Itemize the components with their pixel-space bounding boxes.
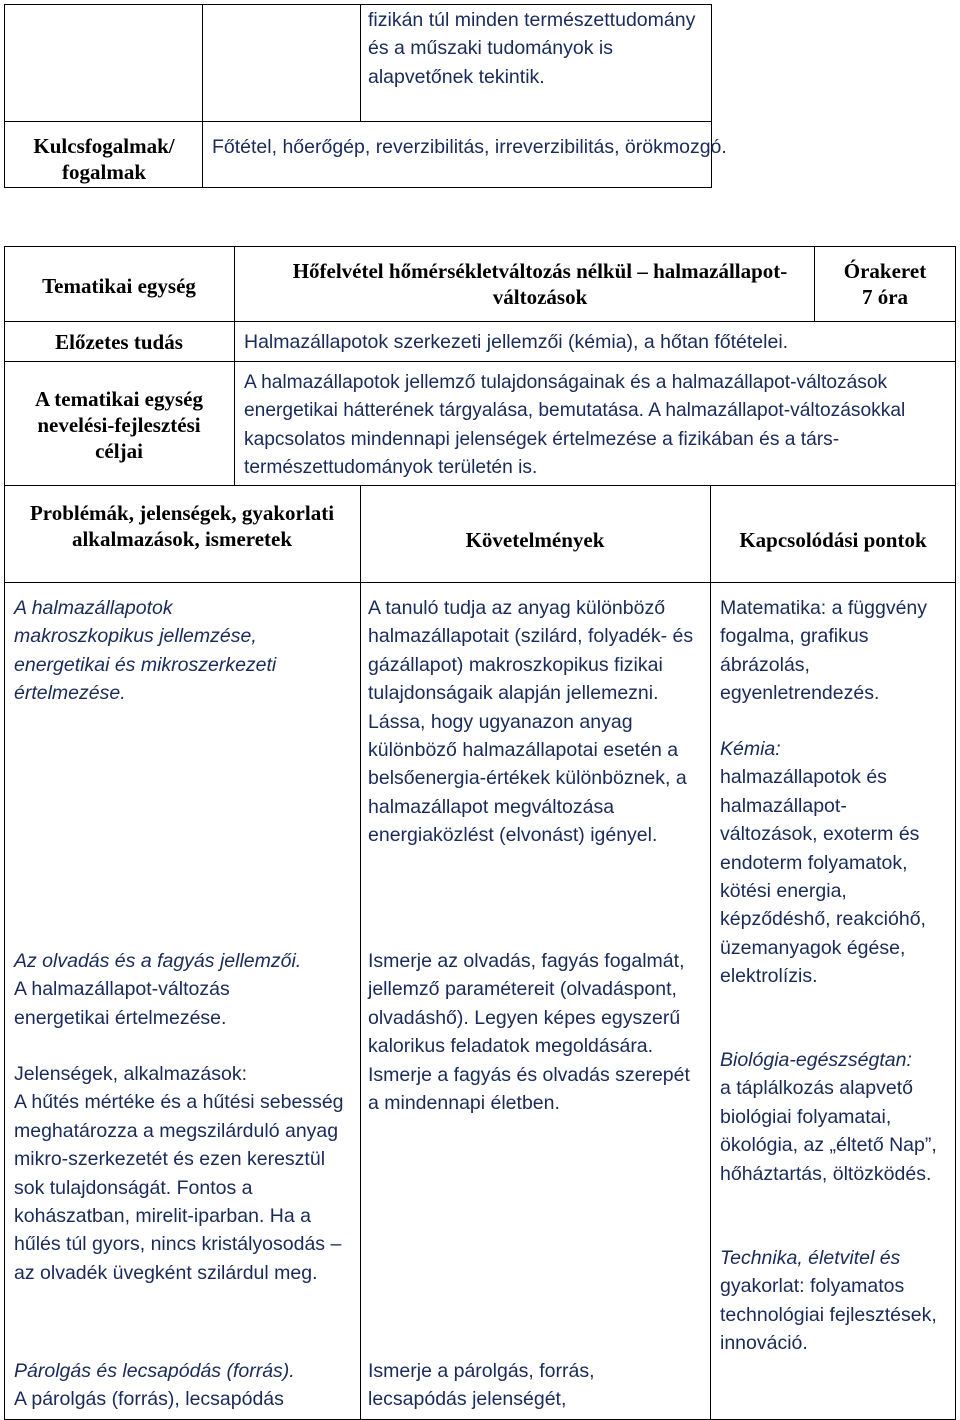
tech-text: folyamatos technológiai fejlesztések, innováció. (720, 1275, 937, 1355)
col3-header: Kapcsolódási pontok (739, 528, 927, 552)
col1-p2-italic: Az olvadás és a fagyás jellemzői. (14, 950, 302, 972)
col2-p1: A tanuló tudja az anyag különböző halmazállapotait (szilárd, folyadék- és gázállapot) makroszkopikus fizikai tulajdonságaik alapján jellemezni. Lássa, hogy ugyanazon anyag különböző halmazállapotai esetén a belsőenergia-értékek különböznek, a halmazállapot megváltozása energiaközlést (elvonást) igényel. (368, 597, 694, 847)
goals-value: A halmazállapotok jellemző tulajdonságainak és a halmazállapot-változások energetikai hátterének tárgyalása, bemutatása. A halmazállapot-változásokkal kapcsolatos mindennapi jelenségek értelmezése a fizikában és a társ-természettudományok területén is. (244, 372, 906, 479)
hours-value: 7 óra (861, 285, 909, 309)
col1-content (14, 594, 354, 708)
key-concepts-label: Kulcsfogalmak/ fogalmak (33, 134, 175, 184)
hours-label-text: Órakeret (843, 259, 927, 283)
col3-math (720, 594, 952, 708)
goals-label: A tematikai egység nevelési-fejlesztési céljai (35, 387, 203, 463)
col1-header: Problémák, jelenségek, gyakorlati alkalmazások, ismeretek (29, 501, 335, 551)
col2-p3: Ismerje a párolgás, forrás, lecsapódás jelenségét, (368, 1360, 595, 1411)
hours-label (816, 258, 954, 310)
chem-text: halmazállapotok és halmazállapot-változások, exoterm és endoterm folyamatok, kötési energia, képződéshő, reakcióhő, üzemanyagok égése, elektrolízis. (720, 766, 926, 988)
col1-p1: A halmazállapotok makroszkopikus jellemzése, energetikai és mikroszerkezeti értelmezése. (14, 597, 277, 705)
col1-p3-label: Jelenségek, alkalmazások: (14, 1063, 248, 1085)
bio-text: a táplálkozás alapvető biológiai folyamatai, ökológia, az „éltető Nap”, hőháztartás, öltözködés. (720, 1077, 937, 1185)
continued-text: fizikán túl minden természettudomány és a műszaki tudományok is alapvetőnek tekintik. (368, 9, 696, 88)
col1-p4-italic: Párolgás és lecsapódás (forrás). (14, 1360, 295, 1382)
prior-knowledge-label: Előzetes tudás (55, 330, 183, 354)
col3-bio (720, 1046, 952, 1188)
col2-p2: Ismerje az olvadás, fagyás fogalmát, jellemző paramétereit (olvadáspont, olvadáshő). Legyen képes egyszerű kalorikus feladatok megoldására. Ismerje a fagyás és olvadás szerepét a mindennapi életben. (368, 950, 690, 1115)
col1-olvadas (14, 947, 354, 1032)
col3-chem (720, 735, 952, 991)
tech-label-italic: Technika, életvitel és (720, 1247, 901, 1269)
col1-p2-rest: A halmazállapot-változás energetikai értelmezése. (14, 978, 230, 1029)
thematic-unit-label: Tematikai egység (42, 274, 196, 298)
bio-label: Biológia-egészségtan: (720, 1049, 912, 1071)
chem-label: Kémia: (720, 738, 781, 760)
prior-knowledge-value: Halmazállapotok szerkezeti jellemzői (kémia), a hőtan főtételei. (244, 331, 789, 353)
math-label: Matematika: (720, 597, 827, 619)
col3-tech (720, 1244, 952, 1358)
tech-label-plain: gyakorlat: (720, 1275, 805, 1298)
math-text: a függvény fogalma, grafikus ábrázolás, egyenletrendezés. (720, 597, 928, 705)
col2-header: Követelmények (465, 528, 605, 552)
col1-p4-rest: A párolgás (forrás), lecsapódás (14, 1388, 284, 1411)
thematic-unit-title: Hőfelvétel hőmérsékletváltozás nélkül – halmazállapot-változások (292, 259, 788, 309)
col1-jelensegek (14, 1060, 354, 1287)
col1-parolgas (14, 1357, 354, 1414)
key-concepts-value: Főtétel, hőerőgép, reverzibilitás, irreverzibilitás, örökmozgó. (212, 136, 727, 158)
col1-p3-body: A hűtés mértéke és a hűtési sebesség meghatározza a megszilárduló anyag mikro-szerkezetét és ezen keresztül sok tulajdonságát. Fontos a kohászatban, mirelit-iparban. Ha a hűlés túl gyors, nincs kristályosodás – az olvadék üvegként szilárdul meg. (14, 1091, 344, 1284)
